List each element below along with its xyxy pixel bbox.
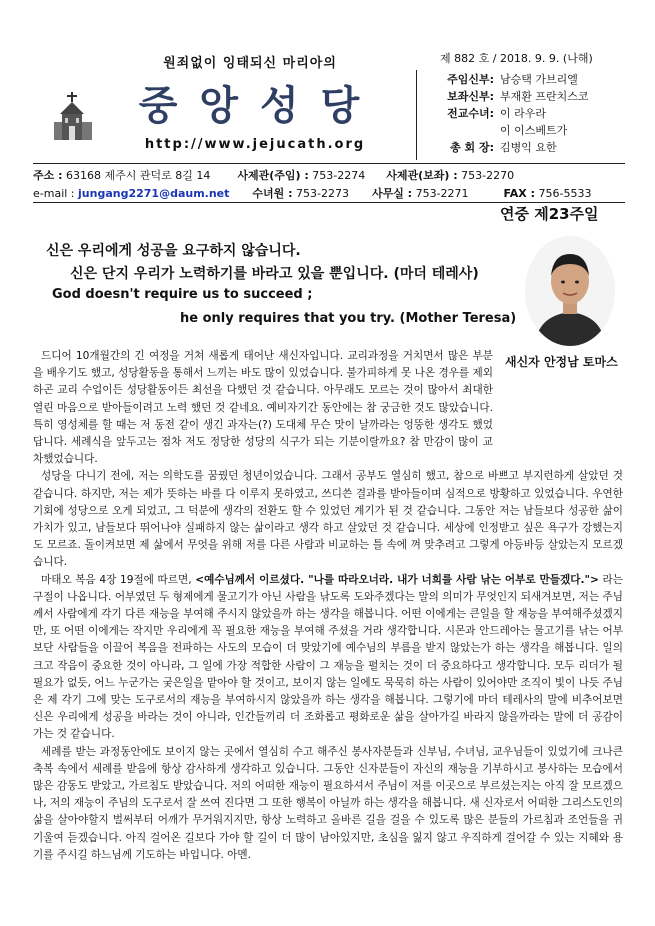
staff-name: 부재환 프란치스코 — [500, 89, 589, 103]
office-label: 사무실 : — [371, 187, 413, 200]
issue-info: 제 882 호 / 2018. 9. 9. (나해) — [440, 52, 593, 65]
quote-en-line2: he only requires that you try. (Mother Teresa) — [180, 311, 517, 326]
header-divider — [416, 70, 417, 160]
contact-line-2 — [33, 185, 633, 201]
website-url[interactable]: http://www.jejucath.org — [144, 137, 366, 152]
scripture-quote: <예수님께서 이르셨다. "나를 따라오너라. 내가 너희를 사람 낚는 어부로 만들겠다."> — [195, 573, 599, 586]
fax-label: FAX : — [503, 187, 536, 200]
office-assist-phone: 753-2270 — [461, 169, 515, 182]
church-icon — [52, 92, 96, 142]
office-assist-label: 사제관(보좌) : — [386, 169, 458, 182]
office-main-label: 사제관(주임) : — [237, 169, 309, 182]
address-label: 주소 : — [33, 169, 63, 182]
email-link[interactable]: jungang2271@daum.net — [78, 187, 230, 200]
contact-line-1 — [33, 167, 633, 183]
staff-name: 이 라우라 — [500, 106, 547, 120]
quote-ko-line1: 신은 우리에게 성공을 요구하지 않습니다. — [46, 243, 301, 259]
paragraph: 성당을 다니기 전에, 저는 의학도를 꿈꿨던 청년이었습니다. 그래서 공부도 열심히 했고, 참으로 바쁘고 부지런하게 살았던 것 같습니다. 하지만, 저는 제가 뜻하는 바를 다 이루지 못하였고, 쓰디쓴 결과를 받아들이며 심적으로 방황하고 있었습니다. 우연한 기회에 성당으로 오게 되었고, 그 덕분에 생각의 전환도 할 수 있었던 계기가 된 것 같습니다. 그동안 저는 남들보다 성공한 삶이 가치가 있고, 남들보다 뛰어나야 실패하지 않는 삶이라고 생각 하고 살았던 것 같습니다. 세상에 인정받고 싶은 욕구가 강했는지도 모르죠. 돌이켜보면 제 삶에서 무엇을 위해 저를 다른 사람과 비교하는 틀 속에 껴 맞추려고 그렇게 아등바등 살았는지 모르겠습니다. — [33, 470, 623, 569]
office-phone: 753-2271 — [415, 187, 469, 200]
staff-row — [426, 87, 636, 104]
staff-row — [426, 70, 636, 87]
staff-role: 전교수녀: — [447, 106, 494, 120]
staff-row — [426, 104, 636, 121]
staff-name: 이 이스베트가 — [500, 123, 568, 137]
paragraph: 드디어 10개월간의 긴 여정을 거쳐 새롭게 태어난 새신자입니다. 교리과정을 거치면서 많은 부분을 배우기도 했고, 성당활동을 통해서 느끼는 바도 많이 있었습니다. 불가피하게 못 나온 경우를 제외하곤 교리 수업이든 성당활동이든 최선을 다했던 것 같습니다. 아무래도 모르는 것이 많아서 최대한 열린 마음으로 받아들이려고 노력 했던 것 같네요. 예비자기간 동안에는 참 궁금한 것도 많았습니다. 특히 영성체를 할 때는 저 동전 같이 생긴 과자는(?) 도대체 무슨 맛이 날까라는 엉뚱한 생각도 했었답니다. 세례식을 앞두고는 점차 저도 정당한 성당의 식구가 되는 기분이랄까요? 참 만감이 많이 교차했었습니다. — [33, 350, 493, 466]
church-title: 중앙성당 — [138, 82, 382, 129]
staff-role: 주임신부: — [447, 72, 494, 86]
paragraph-text: 라는 구절이 나옵니다. 어부였던 두 형제에게 물고기가 아닌 사람을 낚도록 도와주겠다는 말의 의미가 무엇인지 되새겨보면, 저는 주님께서 사람에게 각기 다른 재능을 부여해 주시지 않았을까 하는 생각을 해봅니다. 어떤 이에게는 큰일을 할 재능을 부여해주셨겠지만, 또 어떤 이에게는 작지만 우리에게 꼭 필요한 재능을 부여해 주셨을 거라 생각합니다. 시몬과 안드레아는 물고기를 낚는 어부보단 사람들을 이끌어 복음을 전파하는 사도의 모습이 더 맞았기에 예수님의 부름을 받지 않았는가 하는 생각을 해봅니다. 일의 크고 작음이 중요한 것이 아니라, 그 일에 가장 적합한 사람이 그 재능을 펼치는 것이 더 중요하다고 생각합니다. 모두 리더가 될 필요가 없듯, 어느 누군가는 궂은일을 맡아야 할 것이고, 보이지 않는 일에도 묵묵히 하는 사람이 있어야만 조직이 빛이 나듯 주님은 제 각기 그에 맞는 도구로서의 재능을 부여하시지 않았을까 하는 생각을 해봅니다. 그렇기에 마더 테레사의 말에 비추어보면 신은 우리에게 성공을 바라는 것이 아니라, 인간들끼리 더 조화롭고 평화로운 삶을 살아가길 바라지 않을까라는 말에 더 공감이 가는 것 같습니다. — [33, 573, 623, 741]
staff-name: 남승택 가브리엘 — [500, 72, 578, 86]
paragraph: 세례를 받는 과정동안에도 보이지 않는 곳에서 열심히 수고 해주신 봉사자분들과 신부님, 수녀님, 교우님들이 있었기에 크나큰 축복 속에서 세례를 받음에 항상 감사하게 생각하고 있습니다. 그동안 신자분들이 자신의 재능을 기부하시고 봉사하는 모습에서 많은 감동도 받았고, 가르침도 받았습니다. 저의 어떠한 재능이 필요하셔서 주님이 저를 이곳으로 부르셨는지는 아직 잘 모르겠으나, 저의 재능이 주님의 도구로서 잘 쓰여 진다면 그 또한 행복이 아닐까 하는 생각을 해봅니다. 새 신자로서 어떠한 그리스도인의 삶을 살아야할지 벌써부터 어깨가 무거워지지만, 항상 노력하고 올바른 길을 걸을 수 있도록 많은 분들의 가르침과 조언들을 귀 기울여 듣겠습니다. 아직 걸어온 길보다 가야 할 길이 더 많이 남아있지만, 초심을 잃지 않고 우직하게 걸어갈 수 있는 지혜와 용기를 주시길 하느님께 기도하는 바입니다. 아멘. — [33, 745, 623, 861]
liturgical-week: 연중 제23주일 — [500, 205, 599, 223]
office-main-phone: 753-2274 — [312, 169, 366, 182]
convent-label: 수녀원 : — [252, 187, 293, 200]
staff-name: 김병익 요한 — [500, 140, 557, 154]
header-subtitle: 원죄없이 잉태되신 마리아의 — [163, 56, 337, 71]
article-body — [33, 348, 623, 864]
paragraph-intro: 마태오 복음 4장 19절에 따르면, — [41, 573, 196, 586]
header-rule — [33, 163, 625, 164]
paragraph — [33, 572, 623, 744]
staff-role: 총 회 장: — [450, 140, 494, 154]
email-label: e-mail : — [33, 187, 75, 200]
staff-row — [426, 138, 636, 155]
address: 63168 제주시 관덕로 8길 14 — [65, 169, 211, 182]
author-photo — [525, 236, 615, 346]
staff-role: 보좌신부: — [447, 89, 494, 103]
convent-phone: 753-2273 — [296, 187, 349, 200]
author-caption: 새신자 안정남 토마스 — [505, 355, 618, 369]
quote-en-line1: God doesn't require us to succeed ; — [52, 287, 313, 302]
staff-list — [426, 70, 636, 155]
quote-ko-line2: 신은 단지 우리가 노력하기를 바라고 있을 뿐입니다. (마더 테레사) — [70, 266, 479, 282]
fax-number: 756-5533 — [538, 187, 592, 200]
staff-row — [426, 121, 636, 138]
